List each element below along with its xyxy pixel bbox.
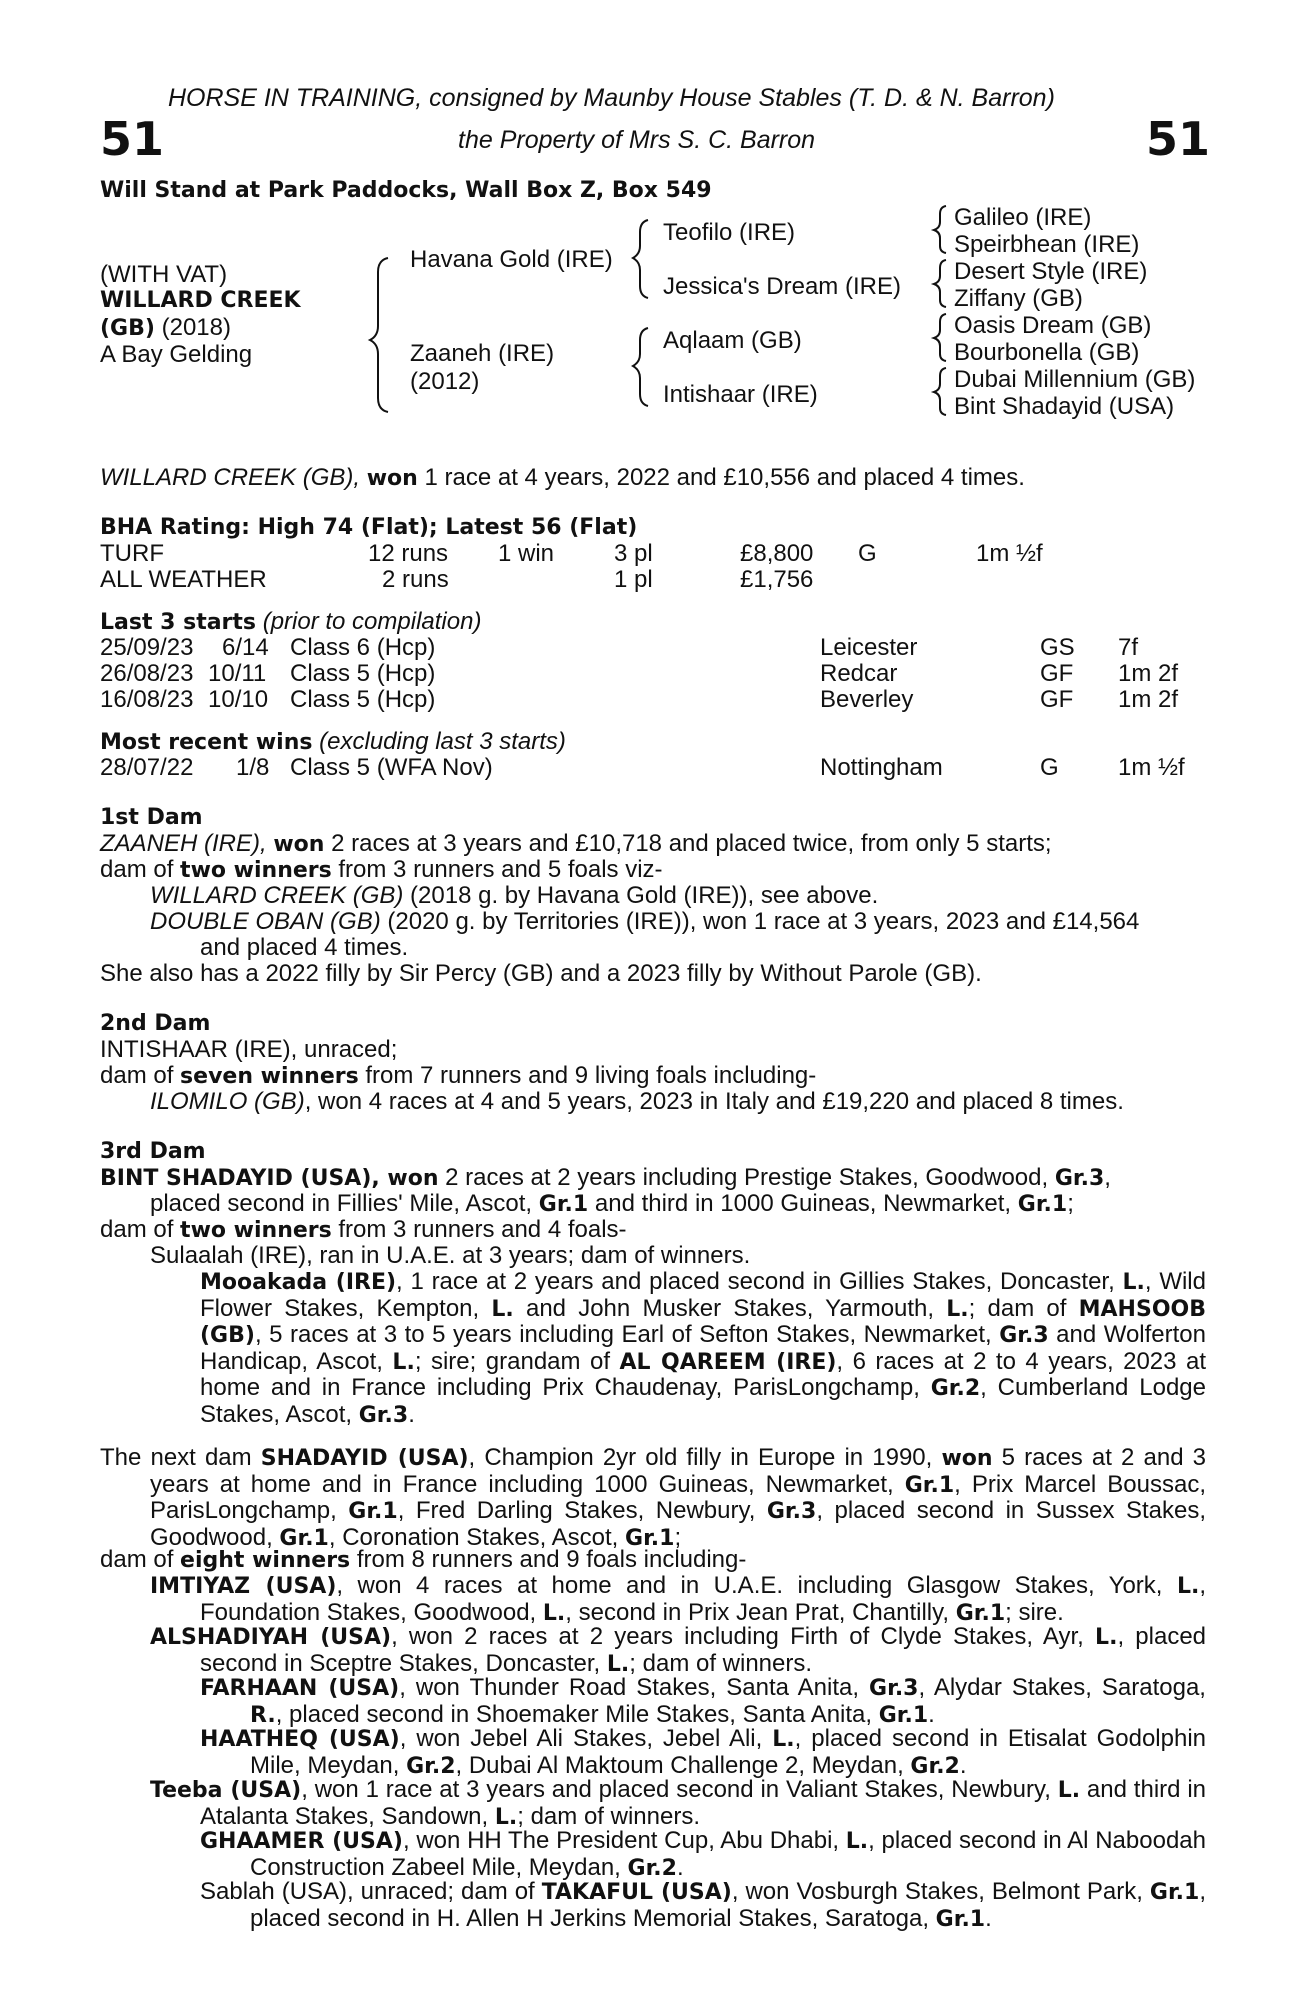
- rating-prize: £1,756: [740, 566, 814, 593]
- pedigree-sire-sire: Teofilo (IRE): [663, 219, 796, 246]
- second-dam-line: INTISHAAR (IRE), unraced;: [100, 1036, 398, 1063]
- property-line: the Property of Mrs S. C. Barron: [458, 126, 816, 154]
- first-dam-line: She also has a 2022 filly by Sir Percy (GB) and a 2023 filly by Without Parole (GB).: [100, 960, 982, 987]
- third-dam-title: 3rd Dam: [100, 1139, 206, 1164]
- pedigree-sdd: Ziffany (GB): [954, 285, 1083, 312]
- pedigree-ddd: Bint Shadayid (USA): [954, 393, 1175, 420]
- second-dam-produce: ILOMILO (GB), won 4 races at 4 and 5 years, 2023 in Italy and £19,220 and placed 8 times.: [150, 1088, 1124, 1115]
- pedigree-ssd: Speirbhean (IRE): [954, 231, 1140, 258]
- teeba-entry: Teeba (USA), won 1 race at 3 years and placed second in Valiant Stakes, Newbury, L. and third in Atalanta Stakes, Sandown, L.; dam of winners.: [150, 1776, 1206, 1830]
- pedigree-sds: Desert Style (IRE): [954, 258, 1148, 285]
- first-dam-produce: WILLARD CREEK (GB) (2018 g. by Havana Gold (IRE)), see above.: [150, 882, 879, 909]
- rating-wins: 1 win: [498, 540, 555, 567]
- horse-country: (GB): [100, 316, 155, 341]
- alshadiyah-entry: ALSHADIYAH (USA), won 2 races at 2 years including Firth of Clyde Stakes, Ayr, L., placed second in Sceptre Stakes, Doncaster, L.; dam of winners.: [150, 1623, 1207, 1677]
- pedigree-dds: Dubai Millennium (GB): [954, 366, 1196, 393]
- pedigree-dam-year: (2012): [410, 368, 480, 395]
- farhaan-entry: FARHAAN (USA), won Thunder Road Stakes, Santa Anita, Gr.3, Alydar Stakes, Saratoga, R., placed second in Shoemaker Mile Stakes, Santa Anita, Gr.1.: [200, 1674, 1206, 1728]
- bha-rating-title: BHA Rating: High 74 (Flat); Latest 56 (Flat): [100, 515, 638, 540]
- imtiyaz-entry: IMTIYAZ (USA), won 4 races at home and in U.A.E. including Glasgow Stakes, York, L., Foundation Stakes, Goodwood, L., second in Prix Jean Prat, Chantilly, Gr.1; sire.: [150, 1572, 1206, 1626]
- rating-surface: TURF: [100, 540, 164, 567]
- first-dam-line: and placed 4 times.: [200, 934, 409, 961]
- pedigree-sire-dam: Jessica's Dream (IRE): [663, 273, 901, 300]
- pedigree-dam-dam: Intishaar (IRE): [663, 381, 818, 408]
- haatheq-entry: HAATHEQ (USA), won Jebel Ali Stakes, Jebel Ali, L., placed second in Etisalat Godolphin Mile, Meydan, Gr.2, Dubai Al Maktoum Challenge 2, Meydan, Gr.2.: [200, 1725, 1206, 1779]
- rating-surface: ALL WEATHER: [100, 566, 267, 593]
- rating-runs: 12 runs: [368, 540, 449, 567]
- first-dam-title: 1st Dam: [100, 805, 203, 830]
- second-dam-title: 2nd Dam: [100, 1011, 211, 1036]
- rating-runs: 2 runs: [382, 566, 449, 593]
- pedigree-dsd: Bourbonella (GB): [954, 339, 1140, 366]
- lot-number-right: 51: [1146, 112, 1211, 166]
- stand-location: Will Stand at Park Paddocks, Wall Box Z, Box 549: [100, 178, 712, 203]
- third-dam-produce: Sulaalah (IRE), ran in U.A.E. at 3 years; dam of winners.: [150, 1242, 751, 1269]
- horse-year: (2018): [161, 314, 231, 341]
- next-dam-entry: The next dam SHADAYID (USA), Champion 2yr old filly in Europe in 1990, won 5 races at 2 and 3 years at home and in France including 1000 Guineas, Newmarket, Gr.1, Prix Marcel Boussac, ParisLongchamp, Gr.1, Fred Darling Stakes, Newbury, Gr.3, placed second in Sussex Stakes, Goodwood, Gr.1, Coronation Stakes, Ascot, Gr.1;: [100, 1444, 1207, 1551]
- pedigree-dam-sire: Aqlaam (GB): [663, 327, 802, 354]
- mooakada-entry: Mooakada (IRE), 1 race at 2 years and placed second in Gillies Stakes, Doncaster, L., Wild Flower Stakes, Kempton, L. and John Musker Stakes, Yarmouth, L.; dam of MAHSOOB (GB), 5 races at 3 to 5 years including Earl of Sefton Stakes, Newmarket, Gr.3 and Wolferton Handicap, Ascot, L.; sire; grandam of AL QAREEM (IRE), 6 races at 2 to 4 years, 2023 at home and in France including Prix Chaudenay, ParisLongchamp, Gr.2, Cumberland Lodge Stakes, Ascot, Gr.3.: [200, 1268, 1206, 1428]
- recent-wins-title: Most recent wins (excluding last 3 starts): [100, 728, 566, 755]
- last3-title: Last 3 starts (prior to compilation): [100, 608, 482, 635]
- third-dam-line: placed second in Fillies' Mile, Ascot, Gr.1 and third in 1000 Guineas, Newmarket, Gr.1;: [150, 1190, 1074, 1217]
- horse-description: A Bay Gelding: [100, 341, 253, 368]
- sablah-entry: Sablah (USA), unraced; dam of TAKAFUL (USA), won Vosburgh Stakes, Belmont Park, Gr.1, placed second in H. Allen H Jerkins Memorial Stakes, Saratoga, Gr.1.: [200, 1878, 1206, 1932]
- vat-note: (WITH VAT): [100, 261, 228, 288]
- third-dam-line: dam of two winners from 3 runners and 4 foals-: [100, 1216, 627, 1243]
- lot-number-left: 51: [100, 112, 165, 166]
- consignor-line: HORSE IN TRAINING, consigned by Maunby House Stables (T. D. & N. Barron): [168, 84, 1055, 112]
- first-dam-line: dam of two winners from 3 runners and 5 foals viz-: [100, 856, 663, 883]
- race-summary: WILLARD CREEK (GB), won 1 race at 4 years, 2022 and £10,556 and placed 4 times.: [100, 464, 1025, 491]
- rating-placed: 1 pl: [614, 566, 653, 593]
- pedigree-dss: Oasis Dream (GB): [954, 312, 1152, 339]
- rating-placed: 3 pl: [614, 540, 653, 567]
- rating-dist: 1m ½f: [976, 540, 1043, 567]
- first-dam-line: ZAANEH (IRE), won 2 races at 3 years and £10,718 and placed twice, from only 5 starts;: [100, 830, 1052, 857]
- second-dam-line: dam of seven winners from 7 runners and 9 living foals including-: [100, 1062, 817, 1089]
- pedigree-sss: Galileo (IRE): [954, 204, 1092, 231]
- pedigree-dam: Zaaneh (IRE): [410, 340, 555, 367]
- rating-prize: £8,800: [740, 540, 814, 567]
- horse-name: WILLARD CREEK: [100, 288, 301, 313]
- third-dam-line: BINT SHADAYID (USA), won 2 races at 2 years including Prestige Stakes, Goodwood, Gr.3,: [100, 1164, 1111, 1191]
- pedigree-sire: Havana Gold (IRE): [410, 246, 613, 273]
- ghaamer-entry: GHAAMER (USA), won HH The President Cup, Abu Dhabi, L., placed second in Al Naboodah Construction Zabeel Mile, Meydan, Gr.2.: [200, 1827, 1206, 1881]
- rating-going: G: [858, 540, 877, 567]
- next-dam-line: dam of eight winners from 8 runners and 9 foals including-: [100, 1546, 747, 1573]
- first-dam-produce: DOUBLE OBAN (GB) (2020 g. by Territories (IRE)), won 1 race at 3 years, 2023 and £14,564: [150, 908, 1140, 935]
